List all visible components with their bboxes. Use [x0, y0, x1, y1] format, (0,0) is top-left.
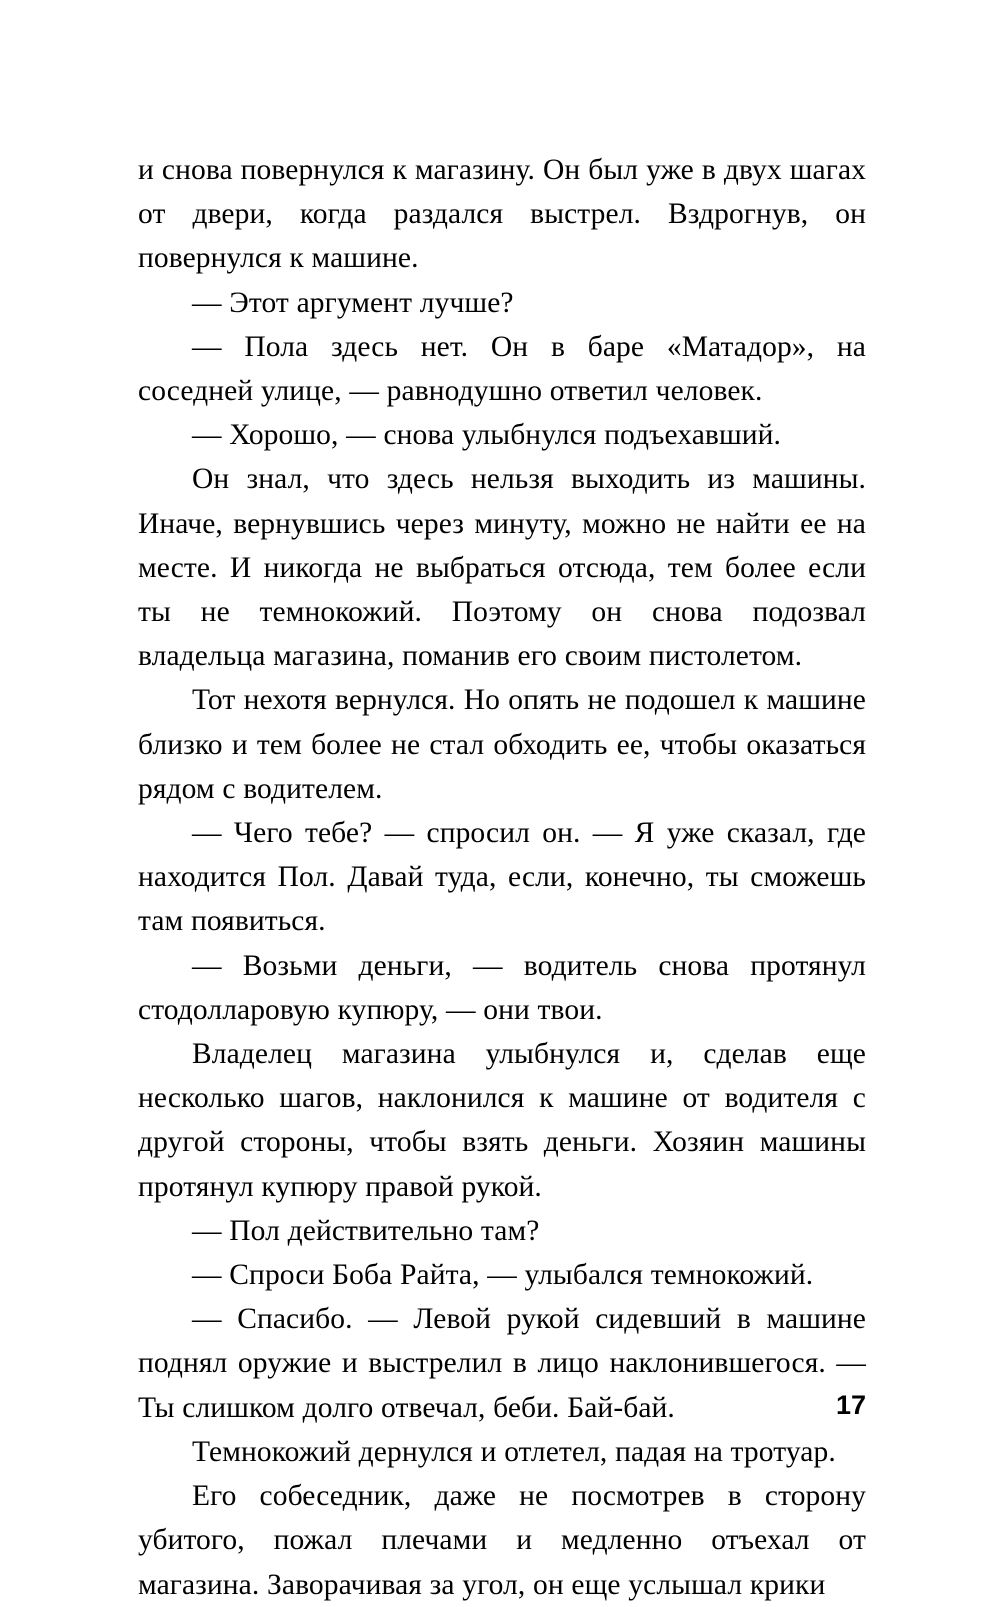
paragraph: — Хорошо, — снова улыбнулся подъехавший. — [192, 419, 782, 452]
paragraph: — Пол действительно там? — [192, 1214, 540, 1247]
body-text — [138, 148, 866, 1607]
paragraph: — Чего тебе? — спросил он. — Я уже сказал, где находится Пол. Давай туда, если, конечно, ты сможешь там появиться. — [138, 817, 866, 938]
paragraph: — Этот аргумент лучше? — [192, 286, 514, 319]
page-number: 17 — [835, 1390, 866, 1420]
paragraph: — Спасибо. — Левой рукой сидевший в машине поднял оружие и выстрелил в лицо наклонившегося. — Ты слишком долго отвечал, беби. Бай-бай. — [138, 1303, 866, 1424]
paragraph: — Спроси Боба Райта, — улыбался темнокожий. — [192, 1259, 814, 1292]
paragraph: — Возьми деньги, — водитель снова протянул стодолларовую купюру, — они твои. — [138, 949, 866, 1026]
paragraph: Темнокожий дернулся и отлетел, падая на тротуар. — [192, 1435, 836, 1468]
paragraph: и снова повернулся к магазину. Он был уже в двух шагах от двери, когда раздался выстрел. Вздрогнув, он повернулся к машине. — [138, 154, 866, 275]
paragraph: Владелец магазина улыбнулся и, сделав еще несколько шагов, наклонился к машине от водителя с другой стороны, чтобы взять деньги. Хозяин машины протянул купюру правой рукой. — [138, 1038, 866, 1203]
paragraph: Тот нехотя вернулся. Но опять не подошел к машине близко и тем более не стал обходить ее, чтобы оказаться рядом с водителем. — [138, 684, 866, 805]
paragraph: Он знал, что здесь нельзя выходить из машины. Иначе, вернувшись через минуту, можно не найти ее на месте. И никогда не выбраться отсюда, тем более если ты не темнокожий. Поэтому он снова подозвал владельца магазина, поманив его своим пистолетом. — [138, 463, 866, 673]
paragraph: Его собеседник, даже не посмотрев в сторону убитого, пожал плечами и медленно отъехал от магазина. Заворачивая за угол, он еще услышал крики — [138, 1480, 866, 1601]
paragraph: — Пола здесь нет. Он в баре «Матадор», на соседней улице, — равнодушно ответил человек. — [138, 330, 866, 408]
